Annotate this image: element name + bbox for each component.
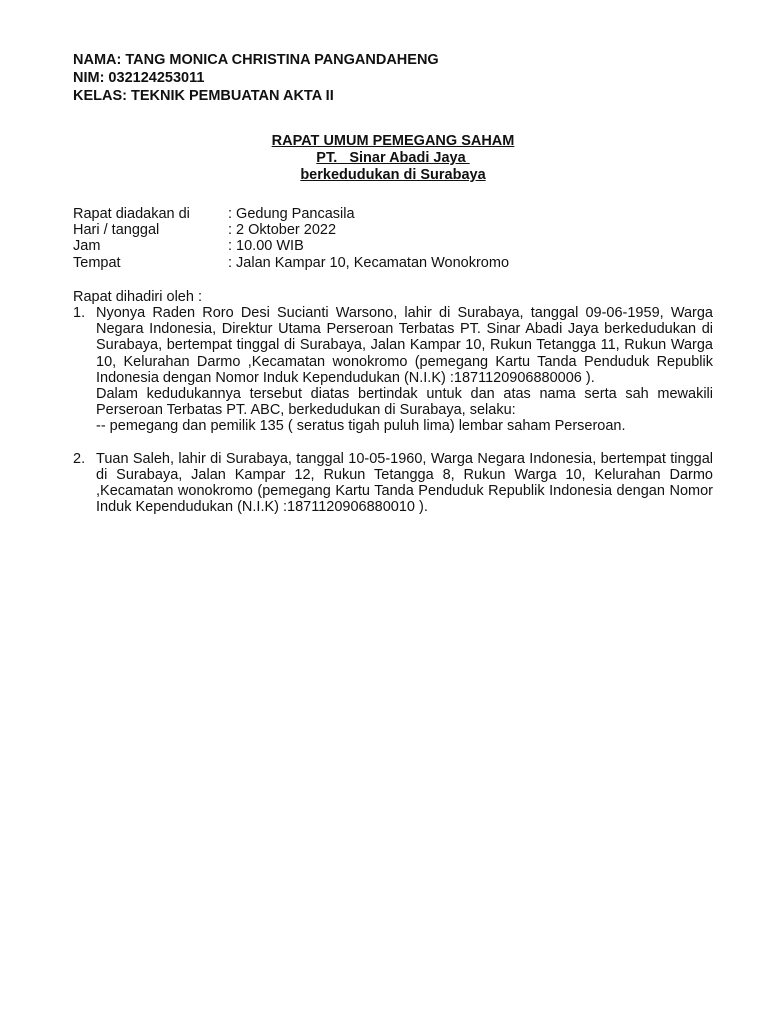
meta-row-place: [73, 255, 713, 271]
list-item: [73, 451, 713, 516]
attendee-shares: -- pemegang dan pemilik 135 ( seratus tigah puluh lima) lembar saham Perseroan.: [96, 418, 626, 435]
meta-value: : 2 Oktober 2022: [228, 222, 337, 239]
meta-label: Rapat diadakan di: [73, 206, 190, 222]
document-page: [73, 51, 713, 515]
meta-value: : 10.00 WIB: [228, 238, 304, 255]
list-item: [73, 305, 713, 435]
attendee-description: Nyonya Raden Roro Desi Sucianti Warsono, lahir di Surabaya, tanggal 09-06-1959, Warga Negara Indonesia, Direktur Utama Perseroan Terbatas PT. Sinar Abadi Jaya berkedudukan di Surabaya, bertempat tinggal di Surabaya, Jalan Kampar 10, Rukun Tetangga 11, Rukun Warga 10, Kelurahan Darmo ,Kecamatan wonokromo (pemegang Kartu Tanda Penduduk Republik Indonesia dengan Nomor Induk Kependudukan (N.I.K) :1871120906880006 ).: [96, 305, 713, 386]
meta-value: : Gedung Pancasila: [228, 206, 355, 222]
meta-row-time: [73, 238, 713, 254]
meta-value: : Jalan Kampar 10, Kecamatan Wonokromo: [228, 254, 510, 271]
attendance-section: [73, 289, 713, 516]
meta-row-date: [73, 222, 713, 238]
student-name: NAMA: TANG MONICA CHRISTINA PANGANDAHENG: [73, 52, 439, 68]
list-body: [96, 305, 713, 435]
title-domicile: berkedudukan di Surabaya: [300, 167, 486, 183]
attendee-capacity: Dalam kedudukannya tersebut diatas bertindak untuk dan atas nama serta sah mewakili Perseroan Terbatas PT. ABC, berkedudukan di Surabaya, selaku:: [96, 386, 713, 419]
student-class: KELAS: TEKNIK PEMBUATAN AKTA II: [73, 88, 334, 104]
student-header: [73, 51, 713, 105]
document-title: [73, 133, 713, 184]
list-number: 1.: [73, 305, 86, 322]
meta-row-location: [73, 206, 713, 222]
list-number: 2.: [73, 450, 86, 467]
attendance-intro: Rapat dihadiri oleh :: [73, 288, 202, 305]
title-line-1: RAPAT UMUM PEMEGANG SAHAM: [271, 133, 515, 149]
meta-label: Tempat: [73, 254, 121, 271]
title-company: PT. Sinar Abadi Jaya: [316, 150, 470, 166]
meta-label: Hari / tanggal: [73, 222, 160, 239]
attendee-description: Tuan Saleh, lahir di Surabaya, tanggal 10-05-1960, Warga Negara Indonesia, bertempat tinggal di Surabaya, Jalan Kampar 12, Rukun Tetangga 8, Rukun Warga 10, Kelurahan Darmo ,Kecamatan wonokromo (pemegang Kartu Tanda Penduduk Republik Indonesia dengan Nomor Induk Kependudukan (N.I.K) :1871120906880010 ).: [96, 450, 713, 516]
meta-label: Jam: [73, 238, 101, 255]
student-nim: NIM: 032124253011: [73, 70, 205, 86]
list-body: [96, 451, 713, 516]
meeting-details: [73, 206, 713, 271]
